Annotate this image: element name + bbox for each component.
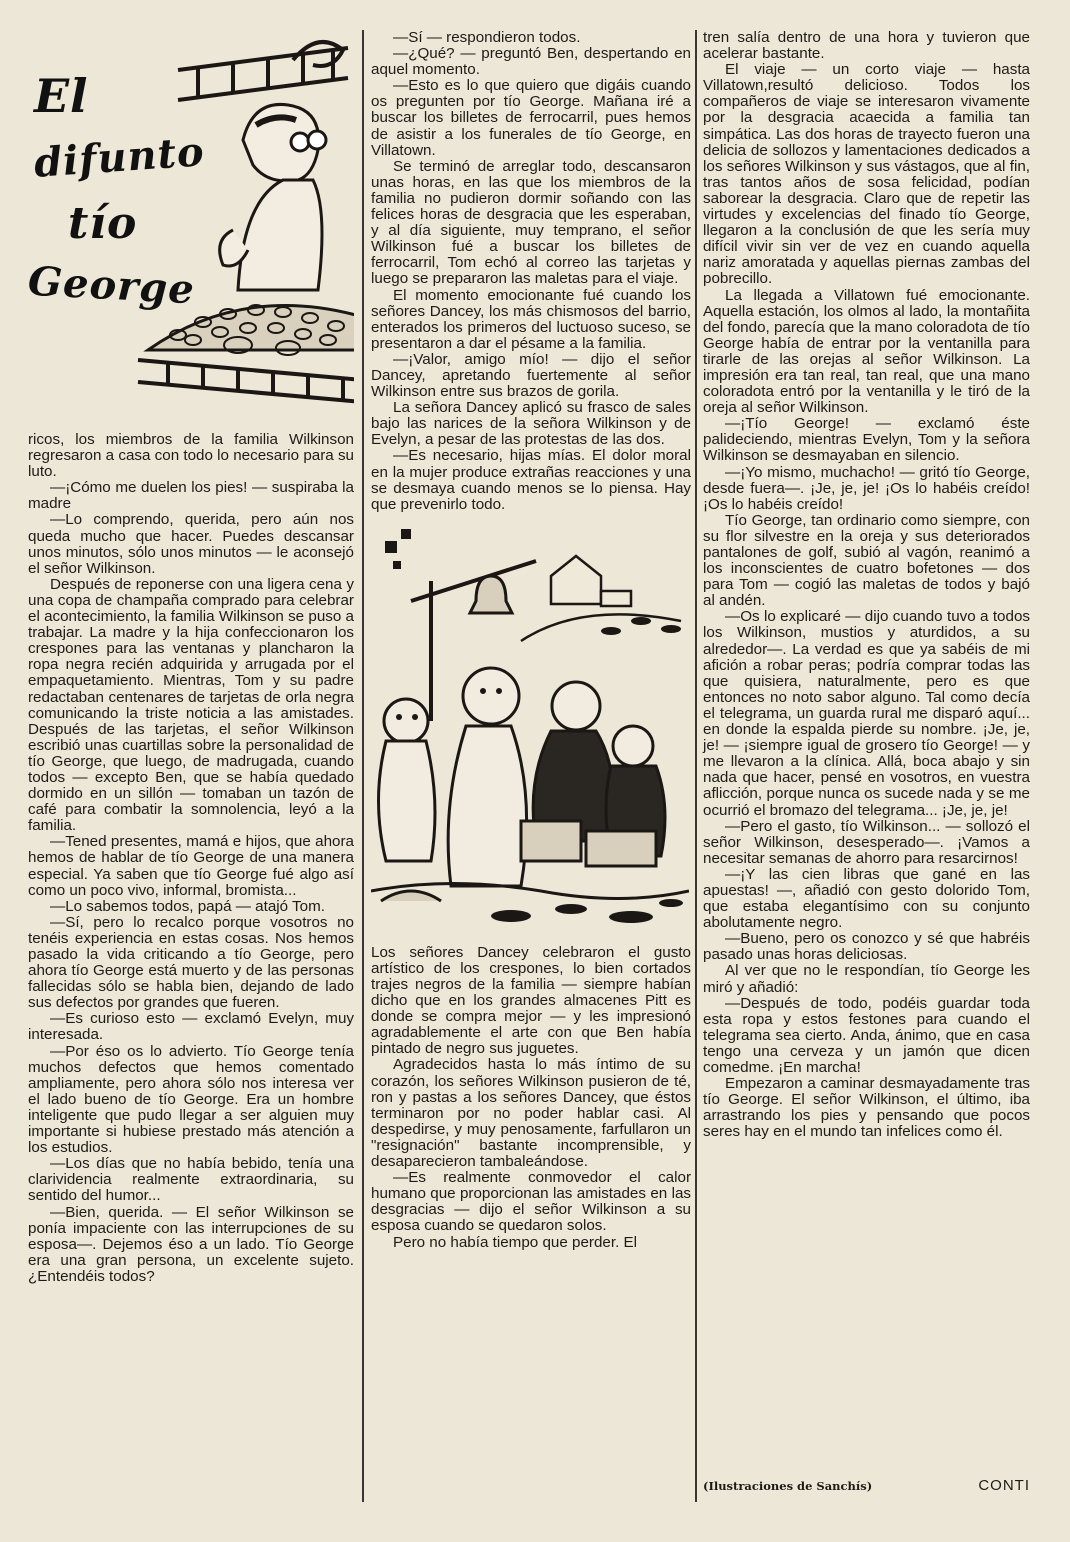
paragraph: —¡Valor, amigo mío! — dijo el señor Dancey, apretando fuertemente al señor Wilkinson entre sus brazos de gorila. [371,350,691,401]
paragraph: El viaje — un corto viaje — hasta Villatown,resultó delicioso. Todos los compañeros de viaje se interesaron vivamente por la desgracia acaecida a familia tan simpática. Las dos horas de trayecto fueron una delicia de sollozos y lamentaciones dedicados a los señores Wilkinson y sus vástagos, que al fin, tras tantos años de sosa felicidad, podían saborear la desgracia. Claro que de repetir las virtudes y excelencias del finado tío George, llegaron a la conclusión de que les sería muy difícil vivir sin ver de vez en cuando aquella nariz amoratada y aquellas piernas zambas del pobrecillo. [703,61,1030,288]
paragraph: —Bien, querida. — El señor Wilkinson se ponía impaciente con las interrupciones de su esposa—. Dejemos éso a un lado. Tío George era una gran persona, un excelente sujeto. ¿Entendéis todos? [28,1203,354,1285]
title-line-1: El [34,69,89,123]
paragraph: La señora Dancey aplicó su frasco de sales bajo las narices de la señora Wilkinson y de Evelyn, a pesar de las protestas de las dos. [371,399,691,449]
paragraph: —Los días que no había bebido, tenía una clarividencia realmente extraordinaria, su sentido del humor... [28,1155,354,1205]
title-line-2: difunto [32,128,207,187]
credit-line [703,1477,1030,1494]
paragraph: El momento emocionante fué cuando los señores Dancey, los más chismosos del barrio, enterados los primeros del luctuoso suceso, se presentaron a dar el pésame a la familia. [371,286,691,352]
paragraph: Después de reponerse con una ligera cena y una copa de champaña comprado para celebrar el acontecimiento, la familia Wilkinson se puso a trabajar. La madre y la hija confeccionaron los crespones para las ventanas y plancharon la ropa negra recién adquirida y arrugada por el empaquetamiento. Mientras, Tom y su padre redactaban centenares de tarjetas de orla negra comunicando la triste noticia a las amistades. Después de las tarjetas, el señor Wilkinson escribió unas cuartillas sobre la personalidad de tío George, que luego, de madrugada, cuando todos — excepto Ben, que se había quedado dormido en un sillón — tomaban un tazón de café para combatir la somnolencia, leyó a la familia. [28,575,354,835]
paragraph: —¡Cómo me duelen los pies! — suspiraba la madre [28,479,354,513]
paragraph: —Os lo explicaré — dijo cuando tuvo a todos los Wilkinson, mustios y aturdidos, a su alrededor—. La verdad es que ya sabéis de mi afición a robar peras; podría comprar todas las que quisiera, naturalmente, pero es que entonces no noto sabor alguno. Tal como decía el telegrama, un guarda rural me disparó aquí... en donde la espalda pierde su nombre. ¡Je, je, je! — ¡siempre igual de grosero tío George! — y me llevaron a la clínica. Allá, boca abajo y sin nada que hacer, pensé en vosotros, en vuestra aflicción, porque nunca os sucede nada y se me ocurrió el bromazo del telegrama... ¡Je, je, je! [703,608,1030,819]
paragraph: tren salía dentro de una hora y tuvieron que acelerar bastante. [703,29,1030,63]
title-line-3: tío [68,198,138,249]
paragraph: —Es realmente conmovedor el calor humano que proporcionan las amistades en las desgracias — dijo el señor Wilkinson a su esposa cuando se quedaron solos. [371,1169,691,1235]
cartoon-station-scene [371,521,689,931]
paragraph: Se terminó de arreglar todo, descansaron unas horas, en las que los miembros de la familia no pudieron dormir soñando con las felices horas de desgracia que les esperaban, y al día siguiente, muy temprano, el señor Wilkinson fué a buscar los billetes de ferrocarril, Tom echó al correo las tarjetas y luego se prepararon las maletas para el viaje. [371,157,691,288]
paragraph: Empezaron a caminar desmayadamente tras tío George. El señor Wilkinson, el último, iba arrastrando los pies y pensando que pocos seres hay en el mundo tan infelices como él. [703,1075,1030,1141]
paragraph: La llegada a Villatown fué emocionante. Aquella estación, los olmos al lado, la montañita del fondo, parecía que la mano coloradota de tío George había de entrar por la ventanilla para tirarle de las orejas al señor Wilkinson. La impresión era tan real, tan real, que una mano coloradota entró por la ventanilla y le tiró de la oreja al señor Wilkinson. [703,286,1030,417]
paragraph: —Es necesario, hijas mías. El dolor moral en la mujer produce extrañas reacciones y una se desmaya cuando menos se lo piensa. Hay que prevenirlo todo. [371,447,691,513]
illustration-credit: (Ilustraciones de Sanchís) [703,1479,873,1493]
paragraph: —Por éso os lo advierto. Tío George tenía muchos defectos que hemos comentado ampliamente, pero ahora sólo nos interesa ver el lado bueno de tío George. Era un hombre inteligente que pudo llegar a ser alguien muy importante si hubiese prestado más atención a los estudios. [28,1042,354,1157]
column-rule-right [695,30,697,1502]
paragraph: —Lo sabemos todos, papá — atajó Tom. [50,897,325,915]
paragraph: ricos, los miembros de la familia Wilkinson regresaron a casa con todo lo necesario para su luto. [28,431,354,481]
paragraph: —¡Y las cien libras que gané en las apuestas! —, añadió con gesto dolorido Tom, que estaba elegantísimo con su conjunto abolutamente negro. [703,865,1030,932]
paragraph: —Esto es lo que quiero que digáis cuando os pregunten por tío George. Mañana iré a buscar los billetes de ferrocarril, pues hemos de asistir a los funerales de tío George, en Villatown. [371,77,691,159]
paragraph: Los señores Dancey celebraron el gusto artístico de los crespones, lo bien cortados trajes negros de la familia — siempre habían dicho que en los grandes almacenes Pitt es donde se compra mejor — y les impresionó agradablemente el arte con que Ben había pintado de negro sus juguetes. [371,943,691,1058]
paragraph: Tío George, tan ordinario como siempre, con su flor silvestre en la oreja y sus deteriorados pantalones de golf, subió al vagón, reanimó a los inconscientes de cuatro bofetones — dos para Tom — cogió las maletas de todos y bajó al andén. [703,511,1030,610]
paragraph: —Es curioso esto — exclamó Evelyn, muy interesada. [28,1010,354,1044]
paragraph: Al ver que no le respondían, tío George les miró y añadió: [703,962,1030,996]
continued-marker: CONTI [978,1477,1030,1494]
paragraph: —Pero el gasto, tío Wilkinson... — sollozó el señor Wilkinson, desesperado—. ¡Vamos a necesitar semanas de ahorro para resarcirnos! [703,817,1030,867]
paragraph: —¡Tío George! — exclamó éste palideciendo, mientras Evelyn, Tom y la señora Wilkinson se desmayaban en silencio. [703,415,1030,465]
paragraph: —¡Yo mismo, muchacho! — gritó tío George, desde fuera—. ¡Je, je, je! ¡Os lo habéis creído! ¡Os lo habéis creído! [703,463,1030,513]
paragraph: —Después de todo, podéis guardar toda esta ropa y estos festones para cuando el telegrama sea cierto. Anda, ánimo, que en casa tengo una cerveza y un jamón que dicen comedme. ¡En marcha! [703,994,1030,1076]
station-illustration [371,521,689,931]
paragraph: —Lo comprendo, querida, pero aún nos queda mucho que hacer. Puedes descansar unos minutos, sólo unos minutos — le aconsejó el señor Wilkinson. [28,511,354,577]
text-column-2 [371,30,691,1502]
paragraph: —Tened presentes, mamá e hijos, que ahora hemos de hablar de tío George de una manera especial. Ya saben que tío George fué algo así como un poco vivo, informal, bromista... [28,833,354,899]
paragraph: —Sí, pero lo recalco porque vosotros no tenéis experiencia en estas cosas. Nos hemos pasado la vida criticando a tío George, pero ahora tío George está muerto y de las personas fallecidas sólo se habla bien, dejando de lado sus defectos por grandes que fueren. [28,913,354,1012]
title-line-4: George [26,257,196,314]
paragraph: —Bueno, pero os conozco y sé que habréis pasado unas horas deliciosas. [703,930,1030,964]
paragraph: Agradecidos hasta lo más íntimo de su corazón, los señores Wilkinson pusieron de té, ron y pastas a los señores Dancey, que éstos terminaron por no poder hablar casi. Al despedirse, y muy penosamente, farfullaron un "resignación" bastante incomprensible, y desaparecieron tambaleándose. [371,1056,691,1171]
text-column-3 [703,30,1030,1502]
column-rule-left [362,30,364,1502]
paragraph: —¿Qué? — preguntó Ben, despertando en aquel momento. [371,45,691,79]
paragraph: —Sí — respondieron todos. [393,29,581,46]
paragraph: Pero no había tiempo que perder. El [393,1233,638,1251]
text-column-1 [28,30,354,1502]
title-illustration [28,30,354,432]
